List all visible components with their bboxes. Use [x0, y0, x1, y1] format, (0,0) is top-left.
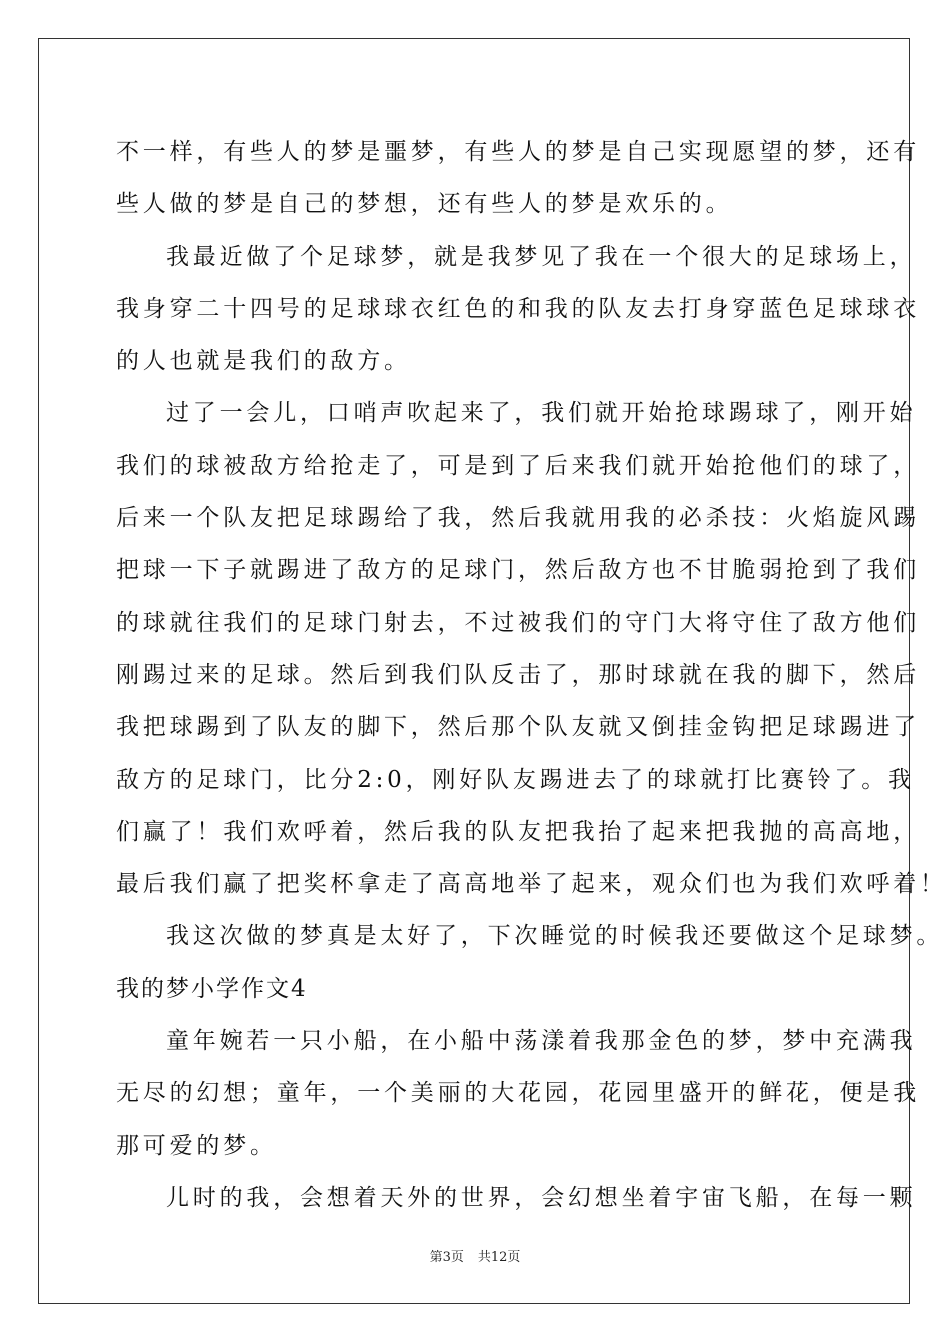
text-line: 们赢了！我们欢呼着，然后我的队友把我抬了起来把我抛的高高地， [116, 818, 920, 845]
text-line: 我把球踢到了队友的脚下，然后那个队友就又倒挂金钩把足球踢进了 [116, 714, 920, 741]
text-line: 最后我们赢了把奖杯拿走了高高地举了起来，观众们也为我们欢呼着！ [116, 871, 947, 898]
text-line: 儿时的我，会想着天外的世界，会幻想坐着宇宙飞船，在每一颗 [166, 1184, 917, 1211]
text-line: 我这次做的梦真是太好了，下次睡觉的时候我还要做这个足球梦。 [166, 923, 944, 950]
text-line: 童年婉若一只小船，在小船中荡漾着我那金色的梦，梦中充满我 [166, 1028, 917, 1055]
text-line: 无尽的幻想；童年，一个美丽的大花园，花园里盛开的鲜花，便是我 [116, 1080, 920, 1107]
text-line: 我们的球被敌方给抢走了，可是到了后来我们就开始抢他们的球了， [116, 452, 920, 479]
document-body [116, 126, 947, 1224]
text-line: 些人做的梦是自己的梦想，还有些人的梦是欢乐的。 [116, 191, 733, 218]
page-total: 共12页 [477, 1250, 521, 1265]
text-line: 刚踢过来的足球。然后到我们队反击了，那时球就在我的脚下，然后 [116, 661, 920, 688]
text-line: 把球一下子就踢进了敌方的足球门，然后敌方也不甘脆弱抢到了我们 [116, 557, 920, 584]
text-line: 的人也就是我们的敌方。 [116, 348, 411, 375]
text-line: 那可爱的梦。 [116, 1132, 277, 1159]
page-footer [0, 1246, 950, 1265]
text-line: 的球就往我们的足球门射去，不过被我们的守门大将守住了敌方他们 [116, 609, 920, 636]
page-number: 第3页 [429, 1250, 464, 1265]
section-heading: 我的梦小学作文4 [116, 975, 308, 1002]
text-line: 我最近做了个足球梦，就是我梦见了我在一个很大的足球场上， [166, 243, 917, 270]
text-line: 后来一个队友把足球踢给了我，然后我就用我的必杀技：火焰旋风踢 [116, 505, 920, 532]
text-line: 过了一会儿，口哨声吹起来了，我们就开始抢球踢球了，刚开始 [166, 400, 917, 427]
text-line: 我身穿二十四号的足球球衣红色的和我的队友去打身穿蓝色足球球衣 [116, 295, 920, 322]
text-line: 敌方的足球门，比分2:0，刚好队友踢进去了的球就打比赛铃了。我 [116, 766, 915, 793]
text-line: 不一样，有些人的梦是噩梦，有些人的梦是自己实现愿望的梦，还有 [116, 139, 920, 165]
